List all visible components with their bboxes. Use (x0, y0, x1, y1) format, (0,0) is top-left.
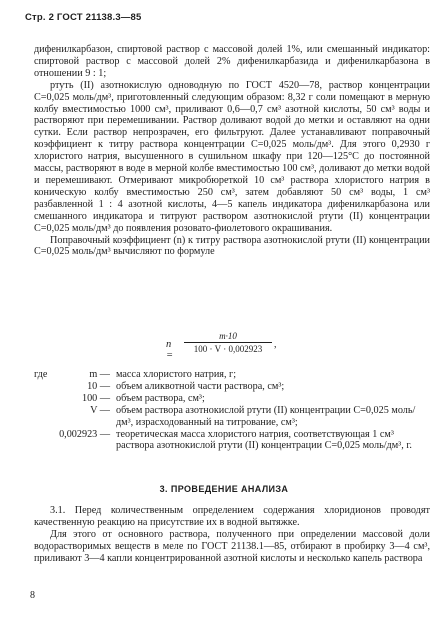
formula-trail: , (274, 339, 277, 350)
formula-numerator: m·10 (184, 331, 272, 343)
formula-denominator: 100 · V · 0,002923 (193, 344, 263, 354)
definition-text: объем раствора, см³; (116, 392, 205, 404)
formula-fraction (184, 331, 272, 354)
definition-text: теоретическая масса хлористого натрия, соответствующая 1 см³ раствора азотнокислой ртути (II) концентрации C=0,025 моль/дм³, г. (116, 428, 412, 452)
definition-term: m — (89, 369, 110, 380)
definition-text: объем аликвотной части раствора, см³; (116, 380, 285, 392)
definition-row (34, 381, 430, 393)
definition-row (34, 405, 430, 429)
definition-row (34, 393, 430, 405)
formula-lhs: n = (166, 339, 174, 361)
body-text-bottom (34, 505, 430, 565)
paragraph: Для этого от основного раствора, полученного при определении массовой доли водорастворимых веществ в меле по ГОСТ 21138.1—85, отбирают в пробирку 3—4 см³, приливают 3—4 капли концентрированной азотной кислоты и несколько капель раствора (34, 528, 430, 564)
body-text-top (34, 44, 430, 258)
definition-term: 100 — (81, 392, 110, 404)
paragraph: 3.1. Перед количественным определением содержания хлоридионов проводят качественную реакцию на присутствие их в водной вытяжке. (34, 505, 430, 528)
definition-term: 10 — (87, 380, 110, 392)
definition-text: масса хлористого натрия, г; (116, 369, 237, 380)
variable-definitions (34, 369, 430, 452)
page-header: Стр. 2 ГОСТ 21138.3—85 (25, 12, 142, 23)
paragraph: дифенилкарбазон, спиртовой раствор с массовой долей 1%, или смешанный индикатор: спиртовой раствор с массовой долей 2% дифенилкарбазида и дифенилкарбазона в отношении 9 : 1; (34, 44, 430, 79)
definition-row (34, 369, 430, 381)
paragraph: ртуть (II) азотнокислую одноводную по ГОСТ 4520—78, раствор концентрации C=0,025 моль/дм³, приготовленный следующим образом: 8,32 г соли помещают в мерную колбу вместимостью 1000 см³, приливают 0,6—0,7 см³ азотной кислоты, 50 см³ воды и растворяют при перемешивании. Раствор доливают водой до метки и оставляют на одни сутки. Если раствор непрозрачен, его фильтруют. Далее устанавливают поправочный коэффициент к титру раствора концентрации C=0,025 моль/дм³. Для этого 0,2930 г хлористого натрия, высушенного в сушильном шкафу при 120—125°С до постоянной массы, растворяют в воде в мерной колбе вместимостью 100 см³, доливают до метки водой и перемешивают. Отмеривают микробюреткой 10 см³ раствора хлористого натрия в коническую колбу вместимостью 250 см³, затем добавляют 50 см³ воды, 1 см³ разбавленной 1 : 4 азотной кислоты, 4—5 капель индикатора дифенилкарбазона или смешанного индикатора и титруют раствором азотнокислой ртути (II) концентрации C=0,025 моль/дм³ до появления розовато-фиолетового окрашивания. (34, 79, 430, 234)
where-word: где (34, 369, 48, 380)
section-title: 3. ПРОВЕДЕНИЕ АНАЛИЗА (159, 484, 289, 494)
definition-term: 0,002923 — (59, 428, 110, 440)
paragraph: Поправочный коэффициент (n) к титру раствора азотнокислой ртути (II) концентрации C=0,025 моль/дм³ вычисляют по формуле (34, 234, 430, 258)
definition-text: объем раствора азотнокислой ртути (II) концентрации C=0,025 моль/дм³, израсходованный на титрование, см³; (116, 404, 416, 428)
definition-term: V — (90, 404, 110, 416)
definition-row (34, 429, 430, 453)
page-number: 8 (30, 590, 35, 601)
